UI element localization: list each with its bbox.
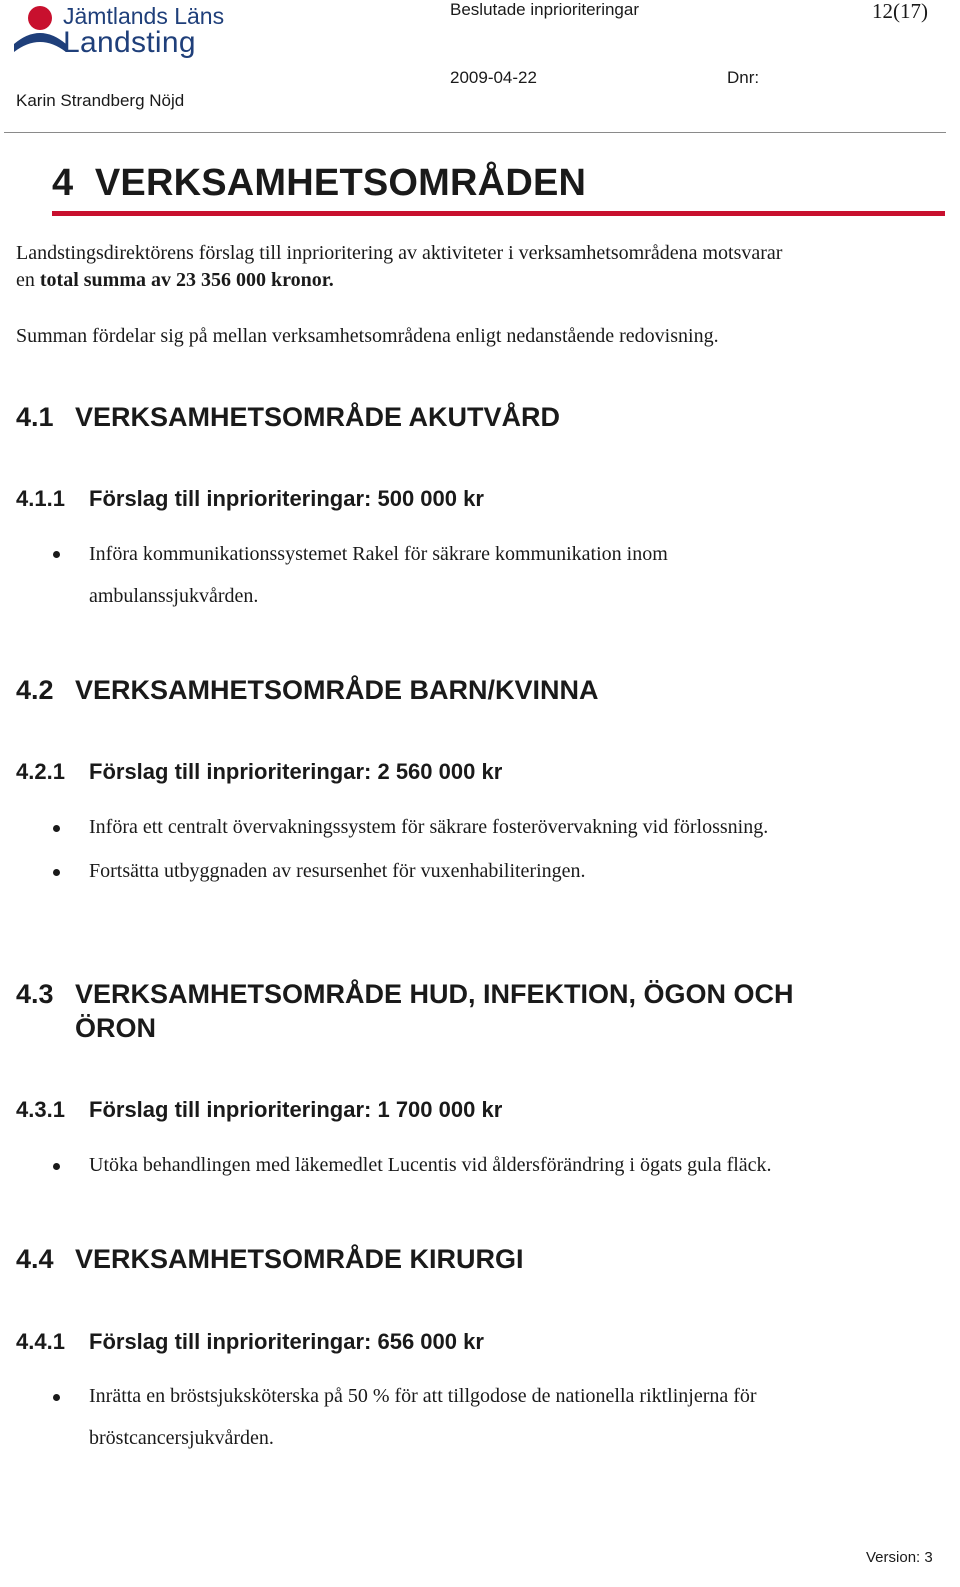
bullet-icon [53, 825, 60, 832]
list-item [89, 533, 668, 617]
logo-mark-icon [10, 0, 70, 60]
page-number: 12(17) [872, 0, 928, 23]
header-divider [4, 132, 946, 133]
proposal-number: 4.4.1 [16, 1329, 65, 1354]
logo-text-line1: Jämtlands Läns [63, 3, 225, 29]
subsection-number: 4.1 [16, 402, 54, 432]
subsection-title: VERKSAMHETSOMRÅDE AKUTVÅRD [75, 402, 561, 432]
list-item-line: bröstcancersjukvården. [89, 1427, 274, 1449]
list-item-line: Införa kommunikationssystemet Rakel för säkrare kommunikation inom [89, 543, 668, 565]
proposal-title: Förslag till inprioriteringar: 500 000 kr [89, 486, 484, 511]
bullet-icon [53, 869, 60, 876]
diary-number-label: Dnr: [727, 68, 760, 87]
subsection-title: VERKSAMHETSOMRÅDE HUD, INFEKTION, ÖGON OCH [75, 979, 794, 1009]
list-item-line: ambulanssjukvården. [89, 585, 259, 607]
total-sum: total summa av 23 356 000 kronor. [39, 269, 334, 291]
list-item [89, 1375, 757, 1459]
bullet-icon [53, 1394, 60, 1401]
distribution-paragraph: Summan fördelar sig på mellan verksamhetsområdena enligt nedanstående redovisning. [16, 325, 719, 347]
logo-text-line2: Landsting [63, 26, 196, 59]
proposal-number: 4.3.1 [16, 1097, 65, 1122]
list-item [89, 1144, 772, 1186]
subsection-number: 4.2 [16, 675, 54, 705]
document-title: Beslutade inprioriteringar [450, 0, 639, 19]
version-label: Version: 3 [866, 1549, 933, 1566]
section-number: 4 [52, 162, 74, 204]
list-item [89, 806, 768, 848]
list-item-line: Inrätta en bröstsjuksköterska på 50 % för att tillgodose de nationella riktlinjerna för [89, 1385, 757, 1407]
intro-line-2-prefix: en [16, 269, 40, 291]
bullet-icon [53, 1163, 60, 1170]
document-author: Karin Strandberg Nöjd [16, 91, 185, 110]
subsection-title-continued: ÖRON [75, 1013, 156, 1043]
section-heading-rule [52, 211, 945, 216]
proposal-title: Förslag till inprioriteringar: 1 700 000 kr [89, 1097, 503, 1122]
intro-paragraph [16, 240, 782, 294]
list-item [89, 850, 586, 892]
list-item-line: Införa ett centralt övervakningssystem för säkrare fosterövervakning vid förlossning. [89, 816, 769, 838]
subsection-title: VERKSAMHETSOMRÅDE KIRURGI [75, 1244, 524, 1274]
list-item-line: Utöka behandlingen med läkemedlet Lucentis vid åldersförändring i ögats gula fläck. [89, 1154, 772, 1176]
section-heading [52, 162, 586, 205]
subsection-number: 4.3 [16, 979, 54, 1009]
subsection-number: 4.4 [16, 1244, 54, 1274]
document-date: 2009-04-22 [450, 68, 537, 87]
bullet-icon [53, 551, 60, 558]
subsection-title: VERKSAMHETSOMRÅDE BARN/KVINNA [75, 675, 599, 705]
proposal-title: Förslag till inprioriteringar: 656 000 kr [89, 1329, 484, 1354]
list-item-line: Fortsätta utbyggnaden av resursenhet för vuxenhabiliteringen. [89, 860, 586, 882]
proposal-number: 4.1.1 [16, 486, 65, 511]
proposal-title: Förslag till inprioriteringar: 2 560 000 kr [89, 759, 503, 784]
section-title: VERKSAMHETSOMRÅDEN [94, 162, 587, 204]
intro-line-2 [16, 267, 782, 294]
proposal-number: 4.2.1 [16, 759, 65, 784]
intro-line-1: Landstingsdirektörens förslag till inprioritering av aktiviteter i verksamhetsområdena motsvarar [16, 242, 783, 264]
